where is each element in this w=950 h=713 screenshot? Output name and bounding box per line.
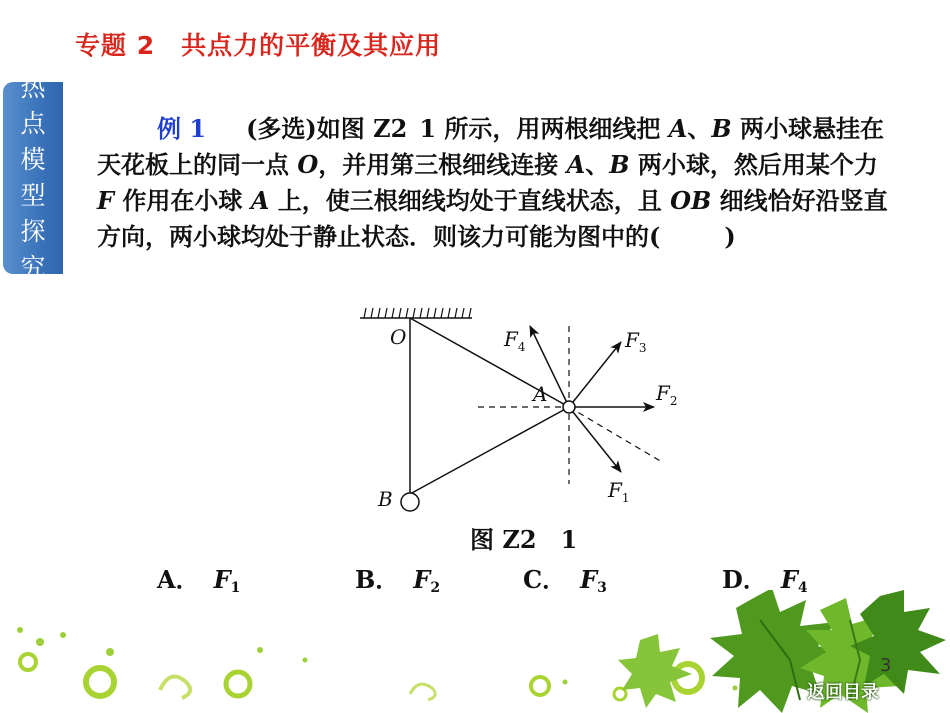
- example-label: 例 1: [157, 114, 207, 143]
- tab-char: 模: [20, 145, 46, 174]
- problem-text: (多选)如图 Z2: [246, 114, 408, 143]
- label-F4: $F_4$: [504, 327, 526, 354]
- label-F3: $F_3$: [625, 328, 647, 355]
- label-B: B: [378, 487, 393, 511]
- choice-B[interactable]: B． $F_2$: [355, 565, 441, 596]
- section-tab-hot-topics[interactable]: [3, 73, 63, 282]
- OA-extension-guide: [569, 407, 662, 462]
- topic-number: 专题 2: [75, 31, 156, 60]
- var-A: A: [668, 114, 688, 143]
- string-AB: [410, 407, 569, 494]
- var-F: F: [97, 186, 115, 215]
- slide-title: [75, 26, 441, 62]
- ring-decoration: [20, 654, 702, 700]
- choice-A[interactable]: A． $F_1$: [157, 565, 241, 596]
- tab-char: 型: [20, 181, 46, 210]
- ball-B: [401, 493, 419, 511]
- label-F2: $F_2$: [656, 381, 678, 408]
- topic-name: 共点力的平衡及其应用: [181, 31, 442, 60]
- page-number: 3: [880, 655, 892, 676]
- figure-caption: 图 Z2 1: [470, 525, 578, 554]
- choice-C[interactable]: C． $F_3$: [523, 565, 607, 596]
- label-O: O: [390, 325, 407, 349]
- return-to-contents-link[interactable]: 返回目录: [807, 682, 879, 703]
- swirl-decoration: [410, 684, 435, 700]
- swirl-decoration: [160, 677, 190, 698]
- tab-char: 点: [20, 109, 46, 138]
- choice-D[interactable]: D． $F_4$: [722, 565, 808, 596]
- ball-A: [563, 401, 575, 413]
- force-arrow-F3: [569, 342, 621, 407]
- leaf-decoration: [618, 590, 946, 713]
- var-B: B: [711, 114, 732, 143]
- var-O: O: [297, 150, 319, 179]
- tab-char: 究: [20, 253, 46, 282]
- force-arrow-F1: [569, 407, 621, 472]
- label-F1: $F_1$: [608, 478, 630, 505]
- force-diagram: [350, 298, 680, 520]
- problem-statement: 例 1 (多选)如图 Z2 1 所示，用两根细线把 A、B 两小球悬挂在天花板上的同一点 O，并用第三根细线连接 A、B 两小球，然后用某个力 F 作用在小球 A 上，使三根细线均处于直线状态，且 OB 细线恰好沿竖直方向，两小球均处于静止状态．则该力可能为图中的( ): [97, 114, 888, 251]
- ceiling-hatch: [364, 308, 471, 318]
- tab-char: 探: [20, 217, 46, 246]
- label-A: A: [533, 382, 548, 406]
- tab-char: 热: [20, 73, 46, 102]
- var-OB: OB: [670, 186, 712, 215]
